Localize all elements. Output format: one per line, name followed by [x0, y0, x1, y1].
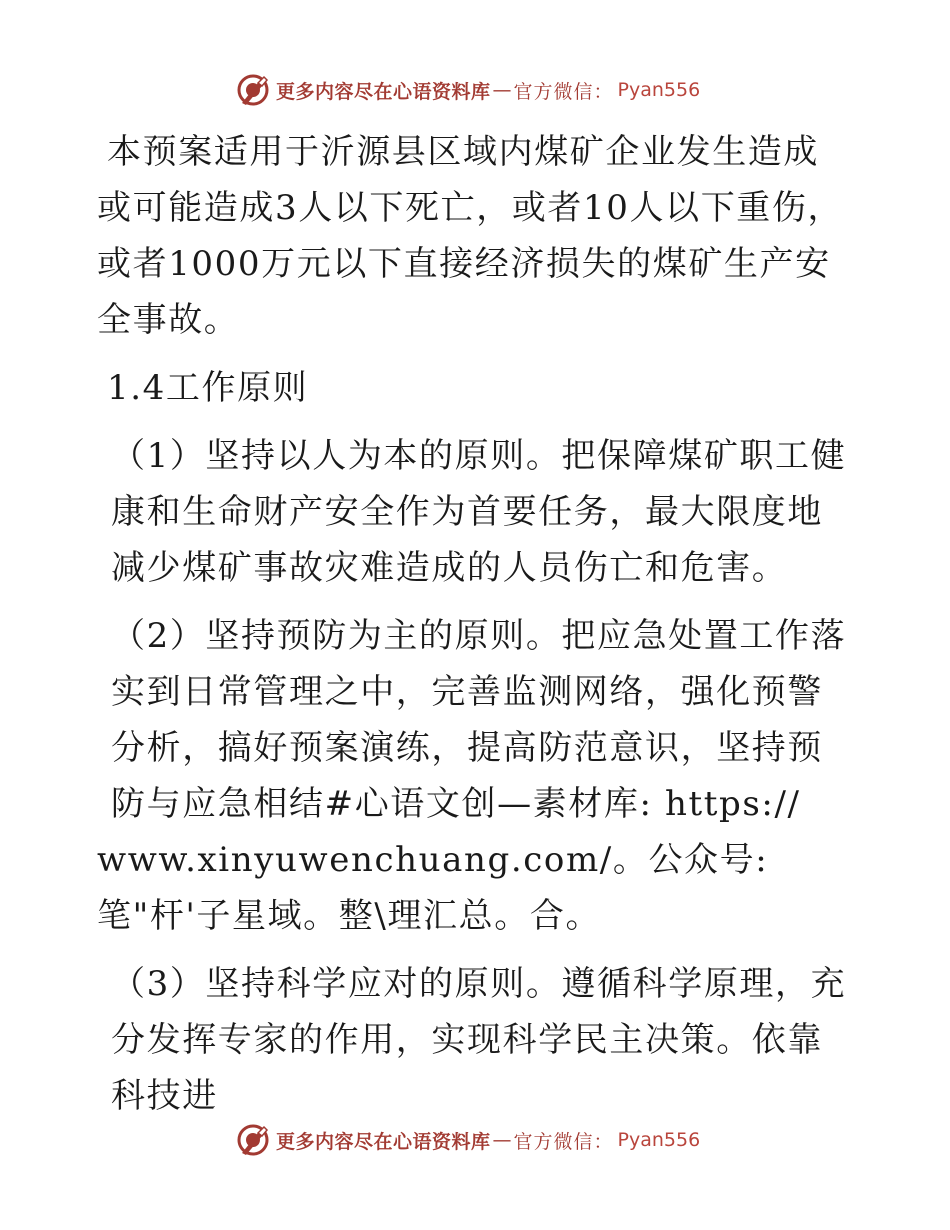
footer-watermark [236, 1122, 700, 1158]
watermark-wechat-id: Pyan556 [617, 79, 701, 101]
paragraph-principle-2-cont: www.xinyuwenchuang.com/。公众号: 笔"杆'子星域。整\理汇总。合。 [97, 840, 769, 936]
watermark-main-text: 更多内容尽在心语资料库 [276, 1130, 491, 1153]
paragraph-principle-2: （2）坚持预防为主的原则。把应急处置工作落实到日常管理之中，完善监测网络，强化预警分析，搞好预案演练，提高防范意识，坚持预防与应急相结#心语文创—素材库: https:// [111, 616, 847, 824]
watermark-dash: — [492, 1129, 512, 1151]
section-heading-1-4: 1.4工作原则 [107, 368, 309, 408]
watermark-main-text: 更多内容尽在心语资料库 [276, 80, 491, 103]
watermark-sub-text: 官方微信： [513, 1130, 614, 1153]
watermark-sub-text: 官方微信： [513, 80, 614, 103]
paragraph-scope: 本预案适用于沂源县区域内煤矿企业发生造成或可能造成3人以下死亡，或者10人以下重伤，或者1000万元以下直接经济损失的煤矿生产安全事故。 [97, 132, 844, 340]
watermark-dash: — [492, 79, 512, 101]
pen-circle-icon [236, 1123, 270, 1157]
watermark-wechat-id: Pyan556 [617, 1129, 701, 1151]
header-watermark [236, 72, 700, 108]
document-body [97, 124, 853, 1124]
paragraph-principle-1: （1）坚持以人为本的原则。把保障煤矿职工健康和生命财产安全作为首要任务，最大限度地减少煤矿事故灾难造成的人员伤亡和危害。 [111, 436, 847, 588]
pen-circle-icon [236, 73, 270, 107]
paragraph-principle-3: （3）坚持科学应对的原则。遵循科学原理，充分发挥专家的作用，实现科学民主决策。依靠科技进 [111, 964, 847, 1116]
